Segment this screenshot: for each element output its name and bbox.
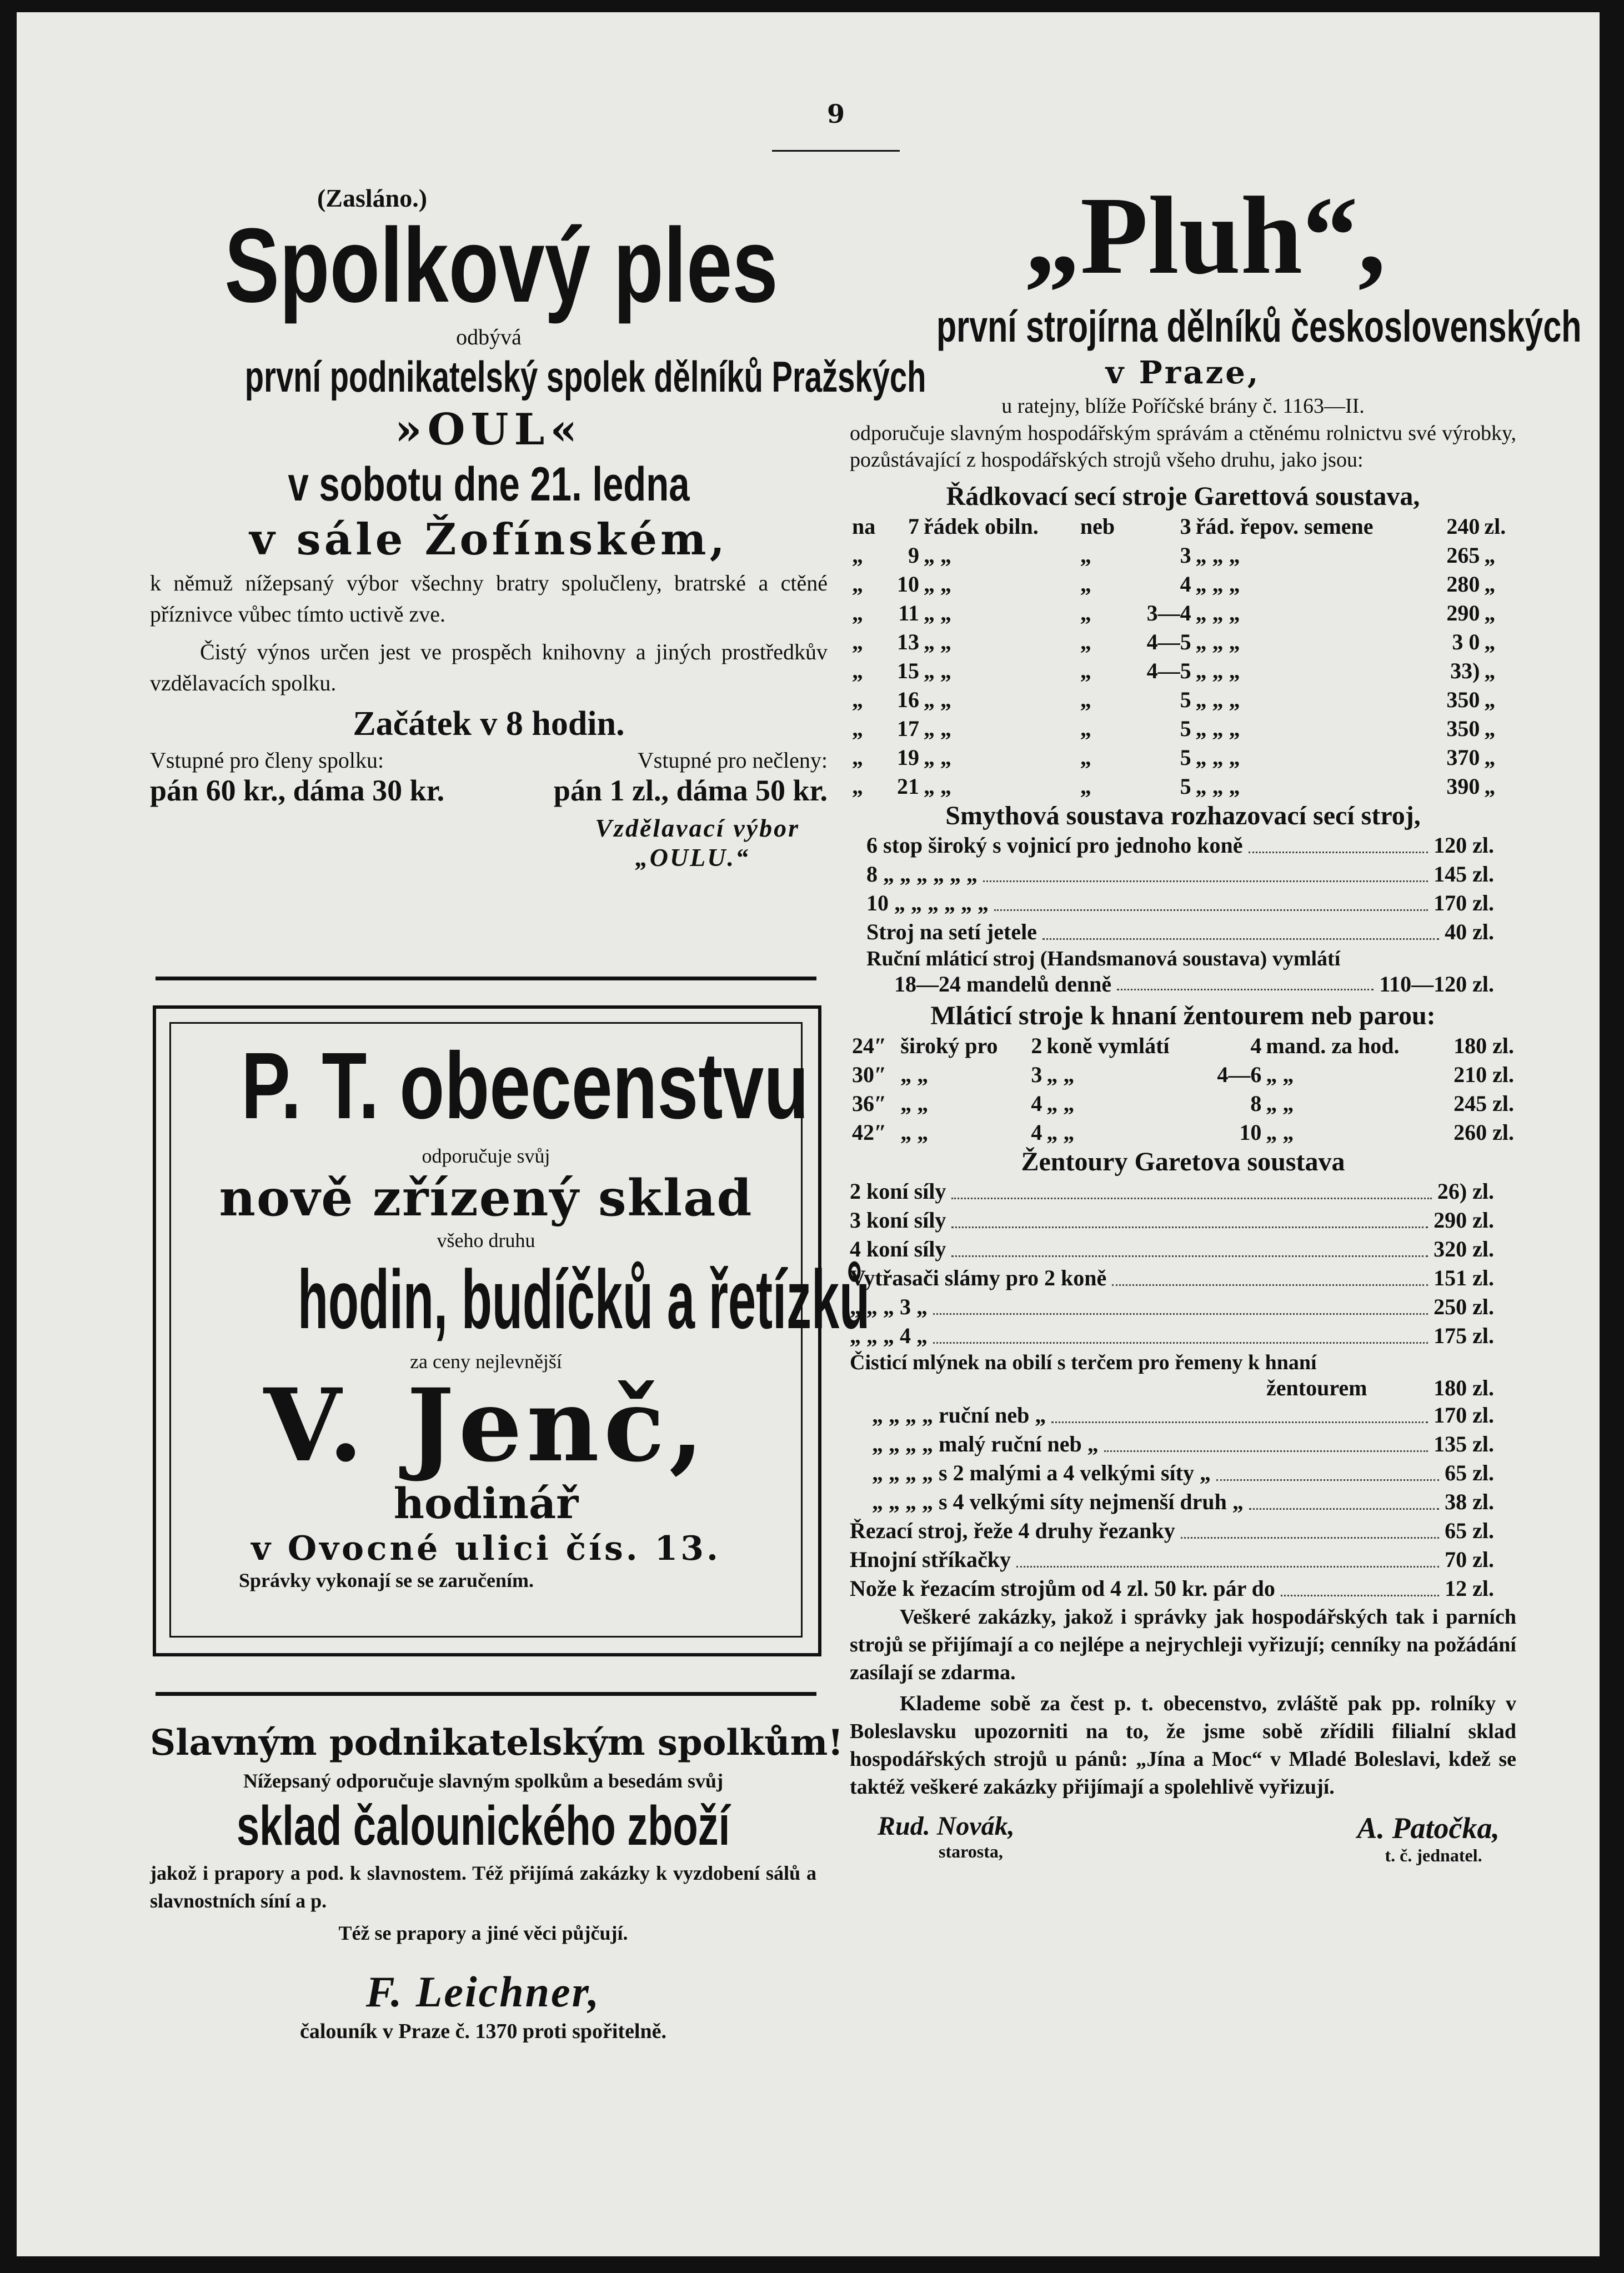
table-cell: 4 (1180, 571, 1191, 597)
table-cell: 17 (896, 715, 919, 741)
pluh-city: v Praze, (1105, 354, 1261, 391)
table-cell: „ „ „ (1195, 571, 1240, 597)
cleaner-line1: Čisticí mlýnek na obilí s terčem pro řemeny k hnaní (850, 1351, 1317, 1374)
list-item-price: 135 zl. (1433, 1431, 1494, 1456)
list-item-price: 38 zl. (1445, 1489, 1494, 1514)
list-item-price: 145 zl. (1433, 862, 1494, 887)
list-item-price: 175 zl. (1433, 1323, 1494, 1348)
table-cell: „ (1080, 658, 1091, 683)
list-item (850, 1574, 1516, 1603)
list-item-price: 250 zl. (1433, 1294, 1494, 1319)
ball-date: v sobotu dne 21. ledna (288, 458, 690, 511)
ball-society-name: »OUL« (394, 404, 583, 455)
table-cell: „ „ „ (1195, 773, 1240, 799)
table-cell: 260 zl. (1453, 1119, 1514, 1145)
list-item (850, 1264, 1516, 1293)
table-cell: 5 (1180, 744, 1191, 770)
table-cell: „ (852, 687, 863, 712)
list-item (850, 1206, 1516, 1235)
table-cell: široký pro (900, 1033, 998, 1058)
list-item-price: 290 zl. (1433, 1208, 1494, 1233)
table-cell: „ (1080, 542, 1091, 568)
ball-signature-1: Vzdělavací výbor (595, 814, 800, 842)
jenc-trade: hodinář (393, 1479, 579, 1528)
list-item-label: Nože k řezacím strojům od 4 zl. 50 kr. pár do (850, 1576, 1275, 1601)
table-cell: „ (852, 744, 863, 770)
table-cell: 3 0 (1452, 629, 1480, 654)
table-cell: 3 (1180, 513, 1191, 539)
table-cell: „ „ (923, 773, 951, 799)
list-item-label: „ „ „ 3 „ (850, 1294, 928, 1319)
table-row (850, 714, 1516, 743)
table-row (850, 743, 1516, 772)
dot-leader (1249, 831, 1428, 853)
jenc-line2: odporučuje svůj (422, 1145, 550, 1167)
ball-proceeds: Čistý výnos určen jest ve prospěch knihovny a jiných prostředkův vzdělavacích spolku. (150, 639, 828, 695)
table-cell: 290 (1446, 600, 1480, 625)
signature-novak-role: starosta, (939, 1841, 1003, 1861)
jenc-line1: P. T. obecenstvu (241, 1033, 809, 1139)
table-cell: „ (1484, 571, 1496, 597)
table-row (850, 540, 1516, 569)
list-item (850, 1321, 1516, 1350)
table-cell: „ „ (1266, 1090, 1294, 1116)
table-cell: řád. řepov. semene (1195, 513, 1374, 539)
smyth-heading: Smythová soustava rozhazovací secí stroj, (945, 801, 1421, 830)
pluh-advert (850, 174, 1582, 1866)
table-cell: „ (1080, 773, 1091, 799)
table-cell: 30″ (852, 1062, 887, 1087)
list-item (850, 831, 1516, 860)
list-item-price: 120 zl. (1433, 833, 1494, 858)
list-item (850, 1177, 1516, 1206)
table-cell: 210 zl. (1453, 1062, 1514, 1087)
jenc-note: Správky vykonají se se zaručením. (239, 1569, 534, 1591)
table-cell: „ „ (923, 744, 951, 770)
table-cell: 9 (908, 542, 919, 568)
table-row (850, 569, 1516, 598)
list-item-price: 26) zl. (1437, 1179, 1494, 1204)
table-cell: „ (1080, 687, 1091, 712)
list-item-label: „ „ „ „ s 4 velkými síty nejmenší druh „ (872, 1489, 1244, 1514)
ball-nonmembers-label: Vstupné pro nečleny: (637, 748, 828, 773)
jenc-name: V. Jenč, (263, 1367, 709, 1484)
table-cell: „ „ (923, 571, 951, 597)
handsman-line1: Ruční mláticí stroj (Handsmanová soustava) vymlátí (866, 947, 1341, 970)
table-cell: „ „ „ (1195, 744, 1240, 770)
table-cell: 13 (896, 629, 919, 654)
jenc-line5: hodin, budíčků a řetízků (298, 1253, 870, 1346)
ball-invitation: k němuž nížepsaný výbor všechny bratry spolučleny, bratrské a ctěné příznivce vůbec tímto uctivě zve. (150, 570, 828, 627)
list-item-label: Vytřasači slámy pro 2 koně (850, 1265, 1107, 1290)
table-cell: 390 (1446, 773, 1480, 799)
cleaner-line2-price: 180 zl. (1433, 1375, 1494, 1400)
list-item-price: 170 zl. (1433, 890, 1494, 915)
table-cell: 15 (896, 658, 919, 683)
table-cell: 245 zl. (1453, 1090, 1514, 1116)
table-cell: 21 (896, 773, 919, 799)
table-cell: koně vymlátí (1046, 1033, 1170, 1058)
ball-members-label: Vstupné pro členy spolku: (150, 748, 384, 773)
list-item (850, 1430, 1516, 1459)
leichner-name: F. Leichner, (365, 1967, 601, 2016)
table-cell: „ „ (1046, 1062, 1075, 1087)
table-cell: „ (1484, 629, 1496, 654)
table-cell: „ „ (923, 542, 951, 568)
thresher-price-table (850, 1031, 1516, 1146)
leichner-line4: Též se prapory a jiné věci půjčují. (338, 1922, 628, 1944)
table-cell: 3—4 (1146, 600, 1191, 625)
table-cell: 4 (1250, 1033, 1262, 1058)
list-item (850, 1545, 1516, 1574)
ball-members-price: pán 60 kr., dáma 30 kr. (150, 774, 445, 807)
list-item-price: 70 zl. (1445, 1547, 1494, 1572)
table-cell: 36″ (852, 1090, 887, 1116)
table-cell: „ „ (923, 687, 951, 712)
list-item-price: 65 zl. (1445, 1460, 1494, 1485)
table-cell: „ „ „ (1195, 715, 1240, 741)
table-cell: „ (1080, 600, 1091, 625)
table-cell: „ (852, 773, 863, 799)
table-cell: 5 (1180, 687, 1191, 712)
horsegear-price-list (850, 1177, 1516, 1350)
table-cell: „ (852, 715, 863, 741)
table-cell: na (852, 513, 876, 539)
list-item-label: 4 koní síly (850, 1236, 946, 1261)
list-item (850, 1516, 1516, 1545)
table-cell: „ (1484, 600, 1496, 625)
table-row (850, 512, 1516, 540)
dot-leader (951, 1235, 1428, 1257)
table-cell: 24″ (852, 1033, 887, 1058)
list-item-label: Stroj na setí jetele (866, 919, 1037, 944)
table-cell: 11 (898, 600, 919, 625)
left-divider-1 (156, 977, 816, 980)
table-cell: 10 (896, 571, 919, 597)
table-cell: 16 (896, 687, 919, 712)
table-cell: „ (852, 658, 863, 683)
pluh-subtitle: první strojírna dělníků československých (936, 302, 1582, 351)
list-item-price: 65 zl. (1445, 1518, 1494, 1543)
list-item (850, 860, 1516, 889)
drill-price-table (850, 512, 1516, 800)
smyth-price-list (850, 831, 1516, 947)
table-cell: 350 (1446, 687, 1480, 712)
table-cell: 280 (1446, 571, 1480, 597)
table-cell: „ „ (923, 600, 951, 625)
table-cell: neb (1080, 513, 1115, 539)
table-cell: „ (852, 542, 863, 568)
table-cell: „ „ „ (1195, 658, 1240, 683)
list-item-price: 170 zl. (1433, 1403, 1494, 1428)
table-cell: 4—5 (1146, 658, 1191, 683)
leichner-advert (150, 1722, 844, 2044)
list-item-label: Hnojní stříkačky (850, 1547, 1011, 1572)
list-item (850, 1235, 1516, 1264)
pluh-paragraph-2: Klademe sobě za čest p. t. obecenstvo, zvláště pak pp. rolníky v Boleslavsku upozorniti na to, že jsme sobě zřídili filialní sklad hospodářských strojů u pánů: „Jína a Moc“ v Mladé Boleslavi, kdež se taktéž veškeré zakázky přijímají a spolehlivě vyřizují. (850, 1692, 1516, 1799)
list-item-label: Řezací stroj, řeže 4 druhy řezanky (850, 1518, 1175, 1543)
table-cell: 3 (1031, 1062, 1042, 1087)
table-cell: 19 (896, 744, 919, 770)
list-item-price: 320 zl. (1433, 1236, 1494, 1261)
signature-patocka: A. Patočka, (1357, 1811, 1500, 1845)
list-item (850, 1459, 1516, 1488)
table-cell: 42″ (852, 1119, 887, 1145)
table-cell: 5 (1180, 715, 1191, 741)
dot-leader (1112, 1264, 1428, 1286)
list-item-price: 40 zl. (1445, 919, 1494, 944)
dot-leader (1181, 1516, 1439, 1539)
table-cell: 8 (1250, 1090, 1262, 1116)
table-row (850, 1031, 1516, 1060)
table-row (850, 1060, 1516, 1089)
table-cell: „ (1484, 773, 1496, 799)
table-cell: 4 (1031, 1090, 1042, 1116)
table-cell: „ (1080, 629, 1091, 654)
list-item-label: „ „ „ 4 „ (850, 1323, 928, 1348)
table-row (850, 685, 1516, 714)
table-row (850, 598, 1516, 627)
leichner-line1: Nížepsaný odporučuje slavným spolkům a besedám svůj (243, 1770, 724, 1792)
dot-leader (983, 860, 1428, 882)
table-row (850, 627, 1516, 656)
dot-leader (1042, 918, 1439, 940)
pluh-intro: odporučuje slavným hospodářským správám a ctěnému rolnictvu své výrobky, pozůstávající z hospodářských strojů všeho druhu, jako jsou: (850, 422, 1516, 472)
dot-leader (1249, 1488, 1439, 1510)
table-cell: „ (1484, 658, 1496, 683)
table-cell: „ „ (1046, 1090, 1075, 1116)
list-item-label: „ „ „ „ malý ruční neb „ (872, 1431, 1099, 1456)
table-row (850, 656, 1516, 685)
list-item-label: „ „ „ „ ruční neb „ (872, 1403, 1046, 1428)
table-cell: „ „ „ (1195, 600, 1240, 625)
list-item (850, 918, 1516, 947)
leichner-line2: sklad čalounického zboží (237, 1795, 730, 1857)
dot-leader (1216, 1459, 1439, 1481)
table-cell: 7 (908, 513, 919, 539)
horsegear-heading: Žentoury Garetova soustava (1021, 1147, 1345, 1176)
table-cell: 240 (1446, 513, 1480, 539)
cleaner-price-list (850, 1401, 1516, 1516)
list-item-price: 12 zl. (1445, 1576, 1494, 1601)
table-cell: „ (1080, 715, 1091, 741)
table-cell: „ „ (900, 1062, 929, 1087)
dot-leader (1104, 1430, 1428, 1452)
dot-leader (951, 1177, 1431, 1199)
drill-heading: Řádkovací secí stroje Garettová soustava, (946, 482, 1420, 511)
misc-price-list (850, 1516, 1516, 1603)
table-cell: 180 zl. (1453, 1033, 1514, 1058)
table-cell: 4—5 (1146, 629, 1191, 654)
table-cell: „ „ (900, 1119, 929, 1145)
table-cell: 33) (1450, 658, 1480, 683)
list-item (850, 1293, 1516, 1321)
table-cell: 4 (1031, 1119, 1042, 1145)
table-cell: 5 (1180, 773, 1191, 799)
list-item-label: 8 „ „ „ „ „ „ (866, 862, 978, 887)
table-cell: 2 (1031, 1033, 1042, 1058)
table-cell: 3 (1180, 542, 1191, 568)
ball-line1: odbývá (456, 324, 522, 349)
list-item (850, 1401, 1516, 1430)
table-cell: „ „ (1266, 1119, 1294, 1145)
dot-leader (1051, 1401, 1428, 1423)
table-cell: 350 (1446, 715, 1480, 741)
dot-leader (1016, 1545, 1439, 1568)
table-row (850, 772, 1516, 800)
list-item-label: 2 koní síly (850, 1179, 946, 1204)
list-item-label: 3 koní síly (850, 1208, 946, 1233)
jenc-line4: všeho druhu (437, 1229, 535, 1251)
table-cell: zl. (1484, 513, 1506, 539)
jenc-address: v Ovocné ulici čís. 13. (251, 1529, 721, 1568)
jenc-line3: nově zřízený sklad (219, 1169, 753, 1228)
table-cell: „ „ „ (1195, 629, 1240, 654)
ball-line2: první podnikatelský spolek dělníků Pražských (244, 352, 926, 401)
left-divider-2 (156, 1692, 816, 1696)
table-cell: „ „ (900, 1090, 929, 1116)
cleaner-line2: žentourem (1266, 1375, 1367, 1400)
ball-nonmembers-price: pán 1 zl., dáma 50 kr. (553, 774, 828, 807)
ball-place: v sále Žofínském, (249, 514, 728, 565)
thresher-heading: Mláticí stroje k hnaní žentourem neb parou: (930, 1001, 1436, 1030)
table-cell: „ (1484, 542, 1496, 568)
leichner-line3: jakož i prapory a pod. k slavnostem. Též přijímá zakázky k vyzdobení sálů a slavnostních síní a p. (150, 1862, 816, 1912)
table-cell: „ (1080, 744, 1091, 770)
table-cell: „ (852, 600, 863, 625)
leichner-title: Slavným podnikatelským spolkům! (150, 1722, 844, 1764)
table-cell: „ „ (923, 658, 951, 683)
table-cell: 10 (1239, 1119, 1262, 1145)
table-row (850, 1118, 1516, 1146)
page-number-rule (772, 150, 900, 152)
list-item (850, 1488, 1516, 1516)
table-cell: „ „ „ (1195, 687, 1240, 712)
jenc-line6: za ceny nejlevnější (410, 1350, 562, 1373)
table-cell: „ (1484, 687, 1496, 712)
dot-leader (933, 1321, 1428, 1344)
table-cell: „ „ (923, 715, 951, 741)
handsman-price: 110—120 zl. (1379, 972, 1494, 997)
table-cell: „ (1484, 715, 1496, 741)
table-cell: 4—6 (1217, 1062, 1262, 1087)
table-cell: „ „ (1046, 1119, 1075, 1145)
table-cell: „ (1484, 744, 1496, 770)
pluh-paragraph-1: Veškeré zakázky, jakož i správky jak hospodářských tak i parních strojů se přijímají a co nejlépe a nejrychleji vyřizují; cenníky na požádání zasílají se zdarma. (850, 1605, 1516, 1684)
signature-novak: Rud. Novák, (878, 1811, 1015, 1841)
dot-leader (1281, 1574, 1439, 1596)
pluh-address: u ratejny, blíže Poříčské brány č. 1163—II. (1001, 394, 1365, 418)
ball-signature-2: „OULU.“ (635, 843, 750, 872)
list-item-label: 10 „ „ „ „ „ „ (866, 890, 989, 915)
table-cell: „ (1080, 571, 1091, 597)
ball-start: Začátek v 8 hodin. (353, 705, 625, 743)
ball-title: Spolkový ples (224, 207, 778, 324)
list-item-label: 6 stop široký s vojnicí pro jednoho koně (866, 833, 1243, 858)
list-item-label: „ „ „ „ s 2 malými a 4 velkými síty „ (872, 1460, 1211, 1485)
table-cell: 265 (1446, 542, 1480, 568)
dot-leader (1117, 971, 1374, 990)
table-cell: „ (852, 629, 863, 654)
list-item-price: 151 zl. (1433, 1265, 1494, 1290)
table-cell: mand. za hod. (1266, 1033, 1400, 1058)
signature-patocka-role: t. č. jednatel. (1385, 1845, 1482, 1865)
table-row (850, 1089, 1516, 1118)
list-item (850, 889, 1516, 918)
table-cell: 370 (1446, 744, 1480, 770)
table-cell: řádek obiln. (923, 513, 1039, 539)
ball-tag: (Zasláno.) (317, 184, 428, 212)
dot-leader (933, 1293, 1428, 1315)
dot-leader (951, 1206, 1428, 1228)
page-number: 9 (826, 99, 845, 129)
dot-leader (994, 889, 1428, 911)
pluh-title: „Pluh“, (1024, 174, 1386, 297)
table-cell: „ (852, 571, 863, 597)
table-cell: „ „ „ (1195, 542, 1240, 568)
handsman-line2: 18—24 mandelů denně (894, 972, 1112, 997)
leichner-address: čalouník v Praze č. 1370 proti spořitelně. (299, 2020, 666, 2043)
table-cell: „ „ (923, 629, 951, 654)
table-cell: „ „ (1266, 1062, 1294, 1087)
